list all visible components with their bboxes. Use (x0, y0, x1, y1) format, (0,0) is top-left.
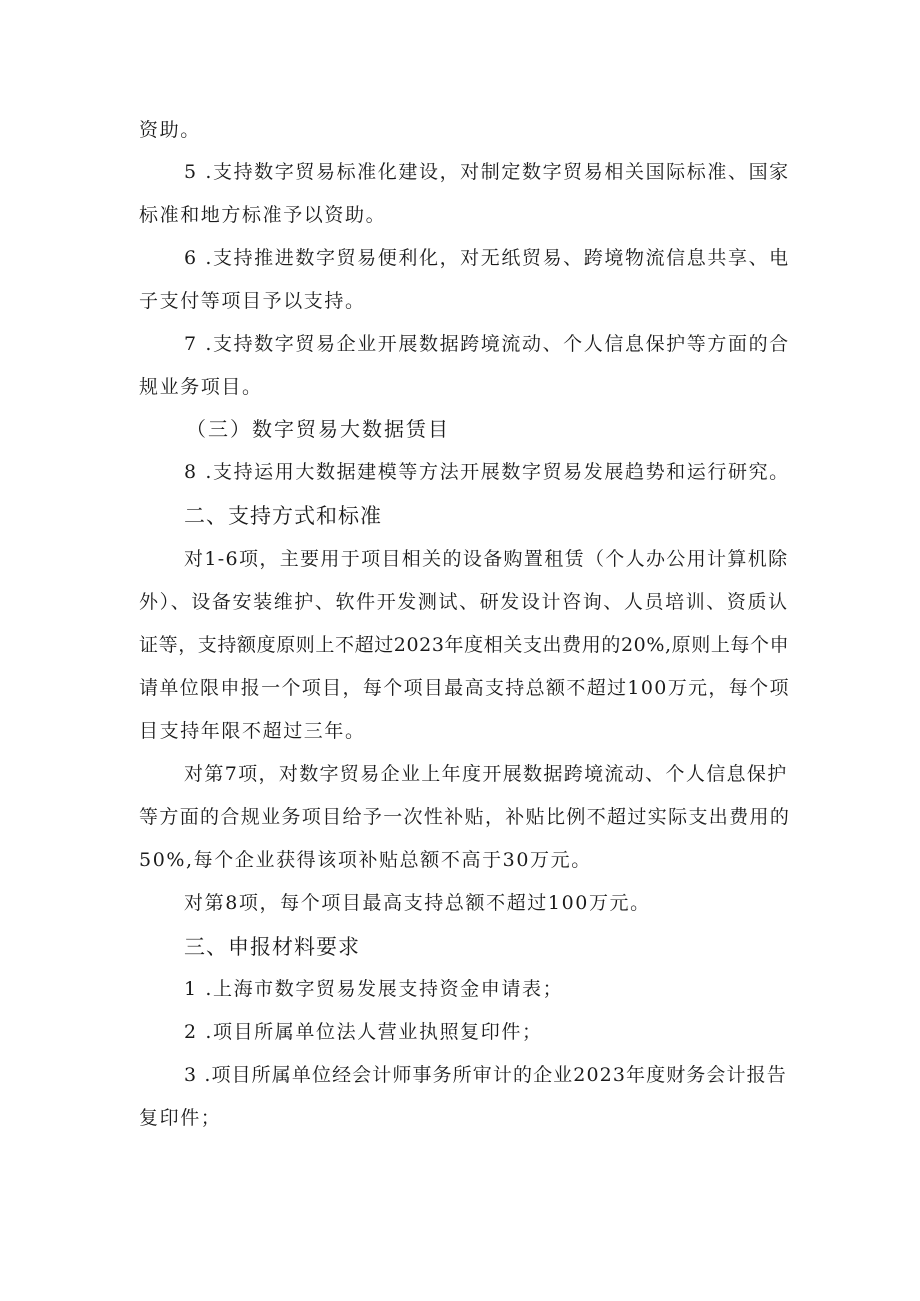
paragraph-line: 外）、设备安装维护、软件开发测试、研发设计咨询、人员培训、资质认 (139, 591, 789, 613)
list-item-5: 5 .支持数字贸易标准化建设，对制定数字贸易相关国际标准、国家 (184, 161, 790, 183)
paragraph-line: 目支持年限不超过三年。 (139, 720, 366, 742)
paragraph-line: 对1-6项，主要用于项目相关的设备购置租赁（个人办公用计算机除 (184, 548, 789, 570)
paragraph-line: 证等，支持额度原则上不超过2023年度相关支出费用的20%,原则上每个申 (139, 634, 790, 656)
list-item-6: 6 .支持推进数字贸易便利化，对无纸贸易、跨境物流信息共享、电 (184, 247, 790, 269)
paragraph-line: 等方面的合规业务项目给予一次性补贴，补贴比例不超过实际支出费用的 (139, 806, 791, 828)
list-item-2: 2 .项目所属单位法人营业执照复印件； (184, 1021, 543, 1043)
text-line: 复印件； (139, 1107, 222, 1129)
paragraph-line: 50%,每个企业获得该项补贴总额不高于30万元。 (139, 849, 592, 871)
text-line: 标准和地方标准予以资助。 (139, 204, 387, 226)
list-item-7: 7 .支持数字贸易企业开展数据跨境流动、个人信息保护等方面的合 (184, 333, 790, 355)
subsection-heading-3: （三）数字贸易大数据赁目 (186, 417, 450, 441)
list-item-3: 3 .项目所属单位经会计师事务所审计的企业2023年度财务会计报告 (184, 1064, 787, 1086)
paragraph-line: 对第8项，每个项目最高支持总额不超过100万元。 (184, 892, 651, 914)
list-item-1: 1 .上海市数字贸易发展支持资金申请表； (184, 978, 564, 1000)
section-heading-3: 三、申报材料要求 (184, 935, 360, 959)
text-line: 子支付等项目予以支持。 (139, 290, 366, 312)
paragraph-line: 请单位限申报一个项目，每个项目最高支持总额不超过100万元，每个项 (139, 677, 790, 699)
section-heading-2: 二、支持方式和标准 (184, 504, 382, 528)
paragraph-line: 对第7项，对数字贸易企业上年度开展数据跨境流动、个人信息保护 (184, 763, 788, 785)
list-item-8: 8 .支持运用大数据建模等方法开展数字贸易发展趋势和运行研究。 (184, 461, 790, 483)
text-line: 资助。 (139, 119, 201, 141)
text-line: 规业务项目。 (139, 376, 263, 398)
